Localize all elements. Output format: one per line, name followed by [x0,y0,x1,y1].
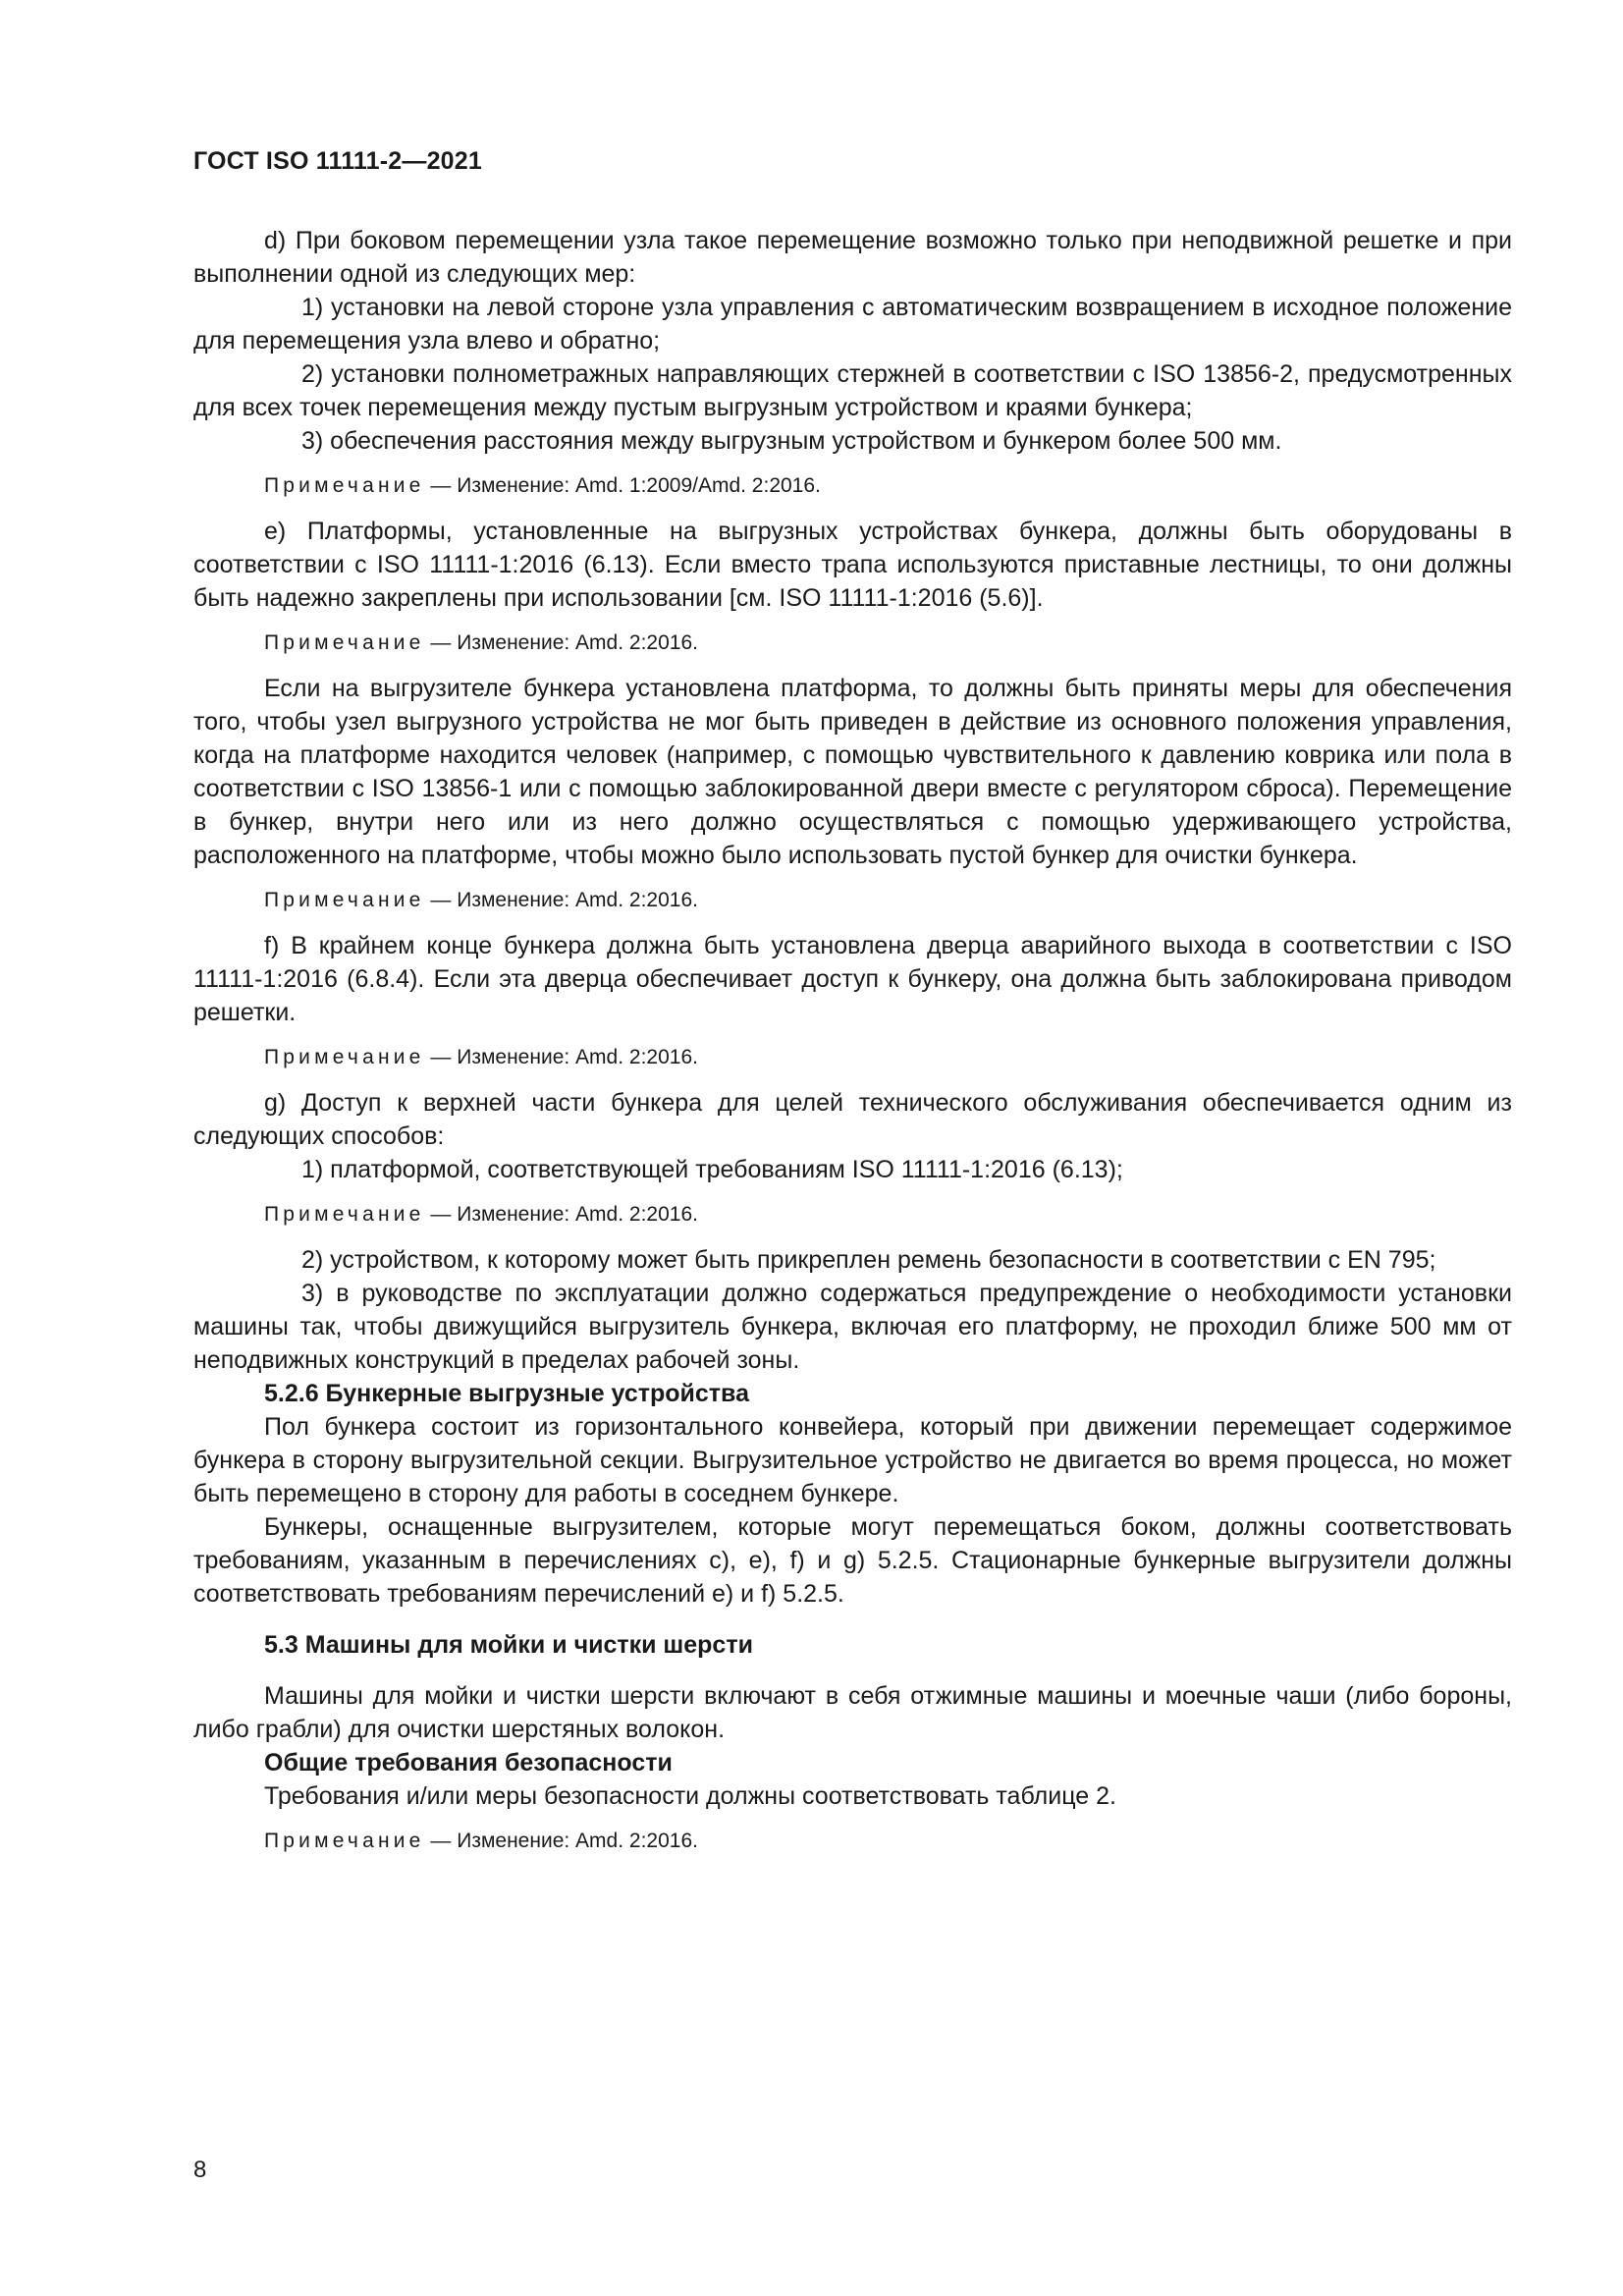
section-5-3-heading: 5.3 Машины для мойки и чистки шерсти [264,1631,753,1659]
item-d-3: 3) обеспечения расстояния между выгрузным устройством и бункером более 500 мм. [301,427,1282,455]
page-header: ГОСТ ISO 11111-2—2021 [193,147,482,175]
note-text: Изменение: Amd. 1:2009/Amd. 2:2016. [457,474,821,497]
item-e-continuation: Если на выгрузителе бункера установлена платформа, то должны быть приняты меры для обеспечения того, чтобы узел выгрузного устройства не мог быть приведен в действие из основного положения управления, когда на платформе находится человек (например, с помощью чувствительного к давлению коврика или пола в соответствии с ISO 13856-1 или с помощью заблокированной двери вместе с регулятором сброса). Перемещение в бункер, внутри него или из него должно осуществляться с помощью удерживающего устройства, расположенного на платформе, чтобы можно было использовать пустой бункер для очистки бункера. [193,675,1512,869]
note-text: Изменение: Amd. 2:2016. [457,631,698,654]
item-d-1: 1) установки на левой стороне узла управления с автоматическим возвращением в исходное положение для перемещения узла влево и обратно; [193,294,1512,355]
page-number: 8 [193,2157,207,2183]
note-3 [193,886,1512,915]
general-safety-heading: Общие требования безопасности [264,1749,673,1777]
item-g: g) Доступ к верхней части бункера для целей технического обслуживания обеспечивается одним из следующих способов: [193,1089,1512,1150]
general-safety-paragraph: Требования и/или меры безопасности должны соответствовать таблице 2. [264,1782,1116,1810]
note-5 [193,1200,1512,1230]
item-g-1: 1) платформой, соответствующей требованиям ISO 11111-1:2016 (6.13); [301,1156,1123,1183]
note-label: Примечание [264,474,425,497]
note-dash: — [430,889,452,911]
note-6 [193,1827,1512,1856]
item-g-3: 3) в руководстве по эксплуатации должно содержаться предупреждение о необходимости установки машины так, чтобы движущийся выгрузитель бункера, включая его платформу, не проходил ближе 500 мм от неподвижных конструкций в пределах рабочей зоны. [193,1280,1512,1374]
item-d-2: 2) установки полнометражных направляющих стержней в соответствии с ISO 13856-2, предусмотренных для всех точек перемещения между пустым выгрузным устройством и краями бункера; [193,360,1512,421]
note-label: Примечание [264,889,425,911]
document-body [193,224,1512,1870]
note-dash: — [430,1203,452,1226]
note-dash: — [430,631,452,654]
note-dash: — [430,1830,452,1852]
note-dash: — [430,474,452,497]
note-dash: — [430,1046,452,1068]
note-label: Примечание [264,1203,425,1226]
item-d: d) При боковом перемещении узла такое перемещение возможно только при неподвижной решетке и при выполнении одной из следующих мер: [193,227,1512,288]
item-f: f) В крайнем конце бункера должна быть установлена дверца аварийного выхода в соответствии с ISO 11111-1:2016 (6.8.4). Если эта дверца обеспечивает доступ к бункеру, она должна быть заблокирована приводом решетки. [193,932,1512,1026]
note-label: Примечание [264,1830,425,1852]
note-text: Изменение: Amd. 2:2016. [457,1046,698,1068]
note-1 [193,471,1512,501]
section-5-2-6-heading: 5.2.6 Бункерные выгрузные устройства [264,1380,749,1407]
note-label: Примечание [264,631,425,654]
note-4 [193,1043,1512,1072]
note-text: Изменение: Amd. 2:2016. [457,1203,698,1226]
section-5-2-6-paragraph-1: Пол бункера состоит из горизонтального конвейера, который при движении перемещает содержимое бункера в сторону выгрузительной секции. Выгрузительное устройство не двигается во время процесса, но может быть перемещено в сторону для работы в соседнем бункере. [193,1413,1512,1507]
section-5-3-paragraph-1: Машины для мойки и чистки шерсти включают в себя отжимные машины и моечные чаши (либо бороны, либо грабли) для очистки шерстяных волокон. [193,1682,1512,1743]
note-label: Примечание [264,1046,425,1068]
note-text: Изменение: Amd. 2:2016. [457,889,698,911]
note-text: Изменение: Amd. 2:2016. [457,1830,698,1852]
section-5-2-6-paragraph-2: Бункеры, оснащенные выгрузителем, которые могут перемещаться боком, должны соответствовать требованиям, указанным в перечислениях с), е), f) и g) 5.2.5. Стационарные бункерные выгрузители должны соответствовать требованиям перечислений е) и f) 5.2.5. [193,1513,1512,1608]
item-e: e) Платформы, установленные на выгрузных устройствах бункера, должны быть оборудованы в соответствии с ISO 11111-1:2016 (6.13). Если вместо трапа используются приставные лестницы, то они должны быть надежно закреплены при использовании [см. ISO 11111-1:2016 (5.6)]. [193,518,1512,612]
item-g-2: 2) устройством, к которому может быть прикреплен ремень безопасности в соответствии с EN 795; [301,1246,1436,1274]
note-2 [193,629,1512,658]
